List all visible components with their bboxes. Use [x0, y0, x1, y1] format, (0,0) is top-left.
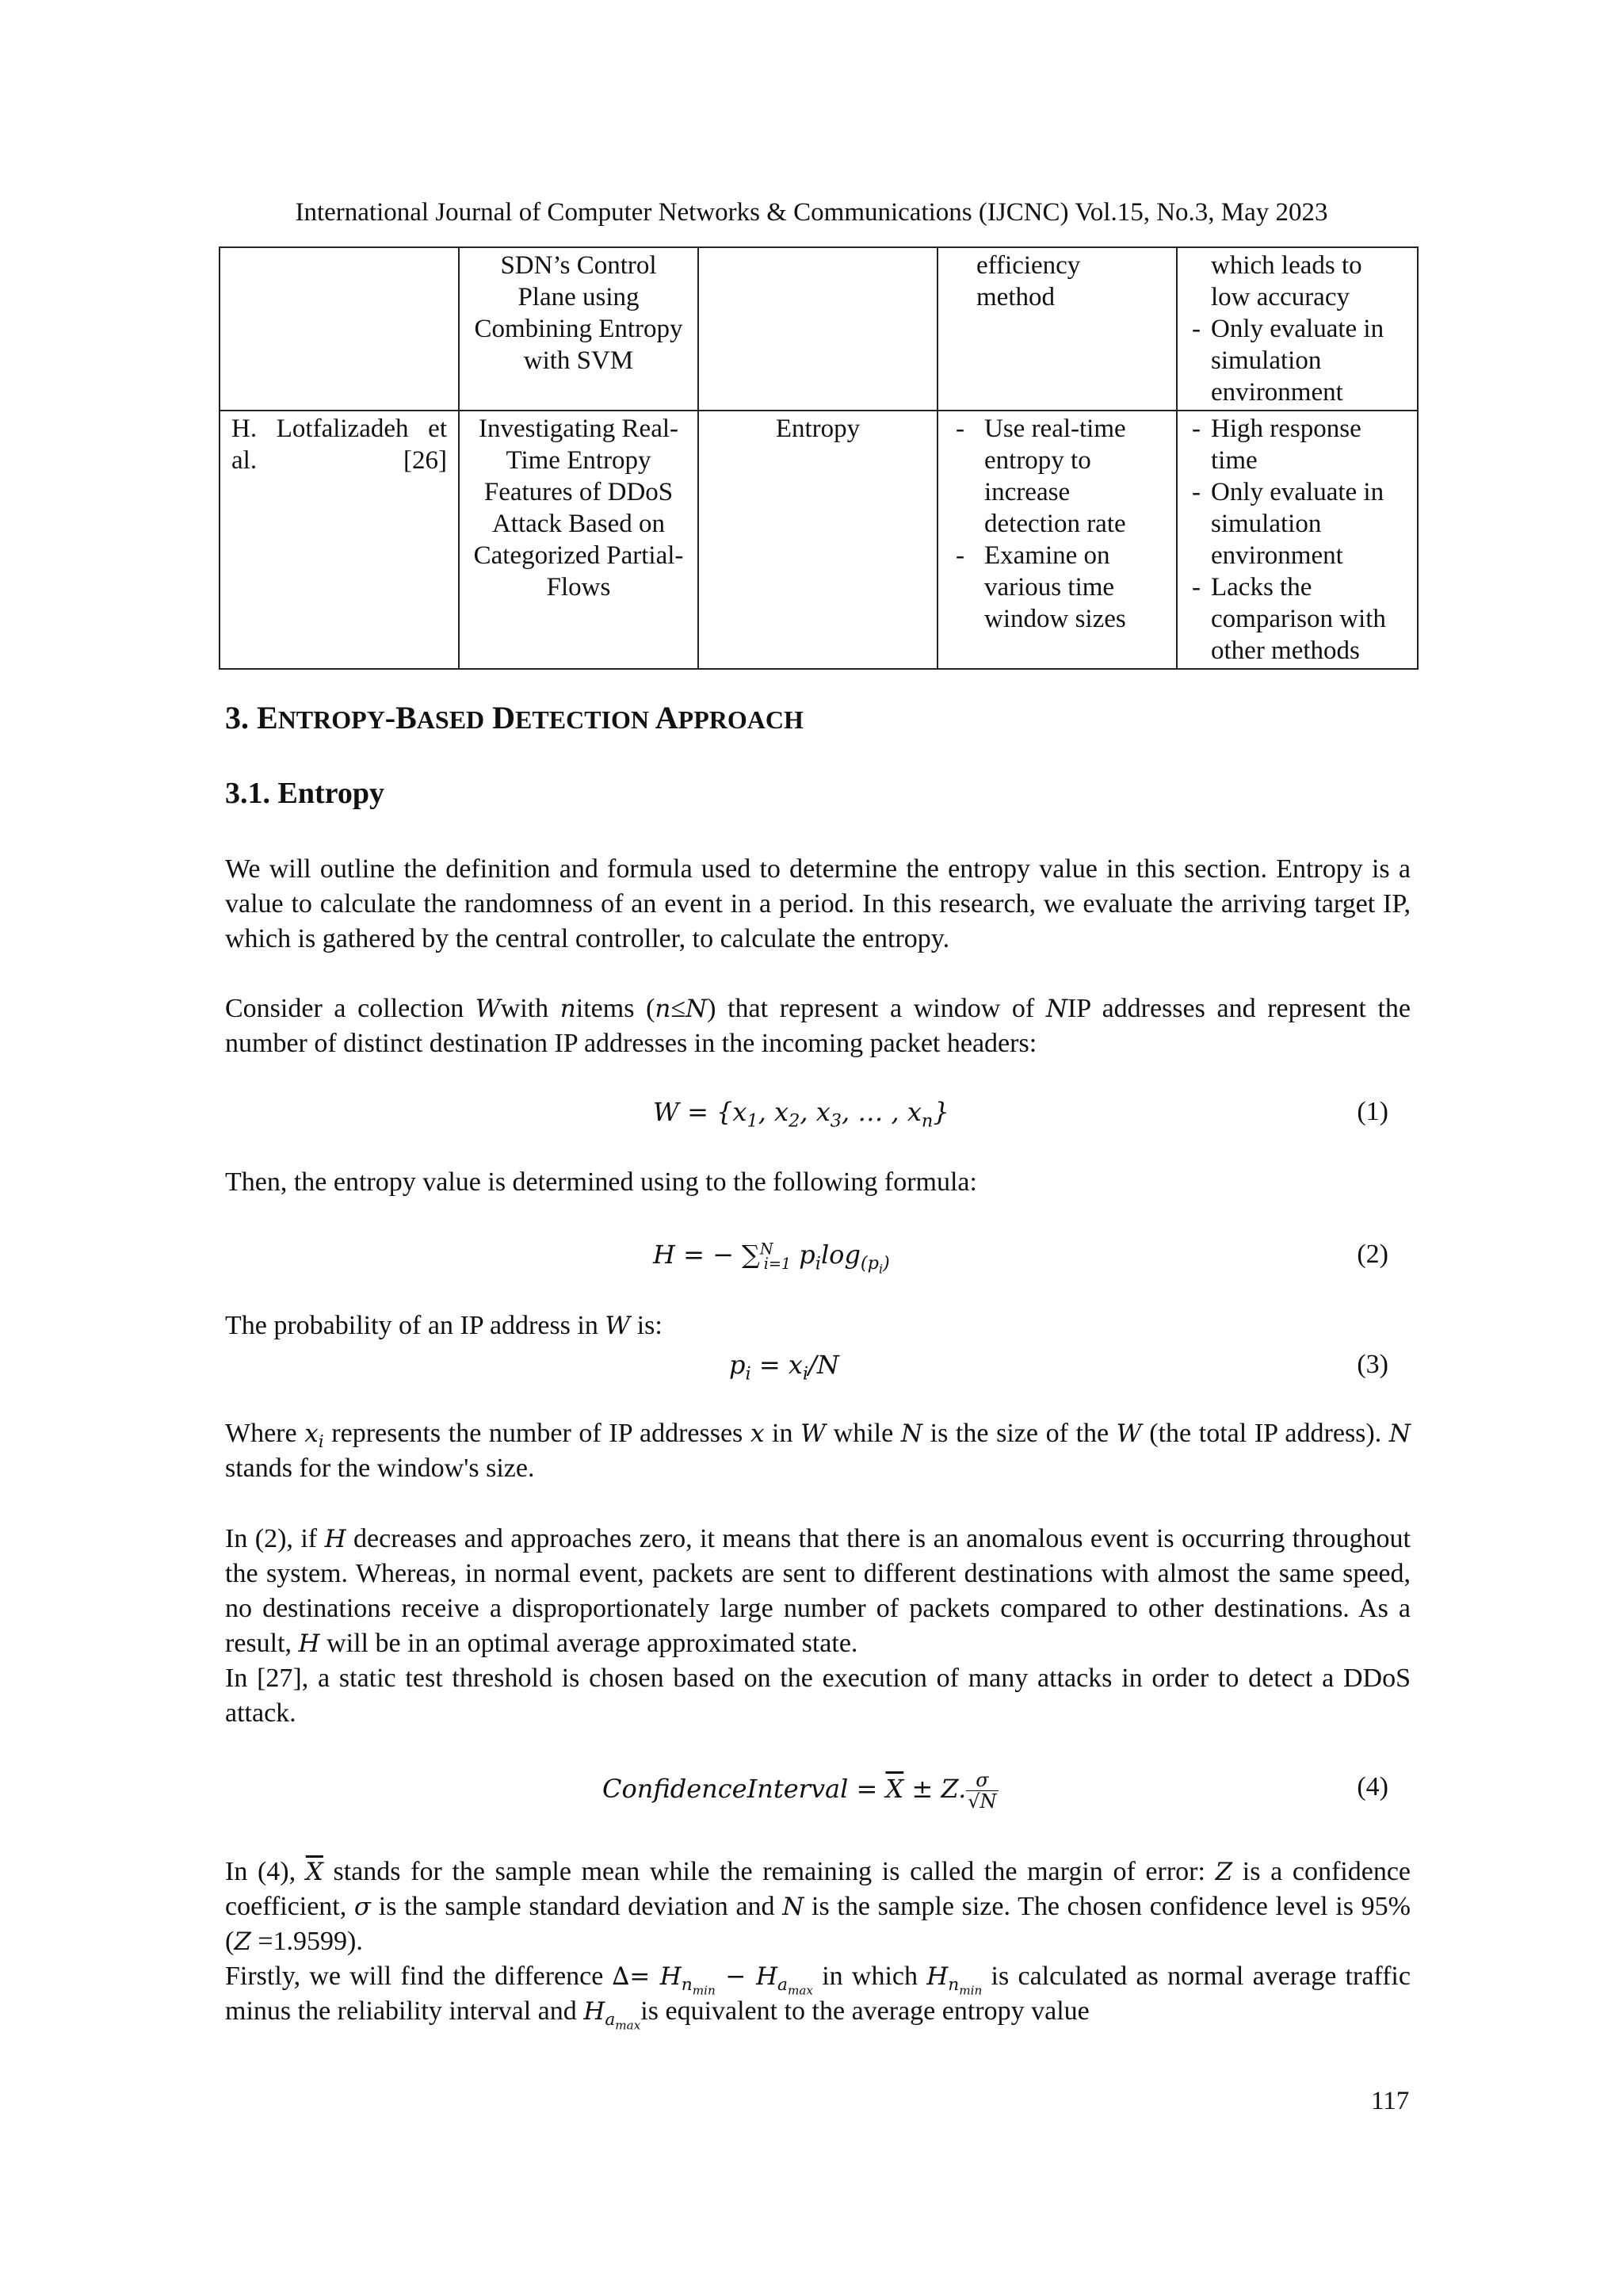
paragraph: Then, the entropy value is determined using to the following formula: [225, 1167, 977, 1197]
table-cell-method: Entropy [698, 411, 938, 669]
table-cell-advantages [938, 247, 1177, 411]
table-cell-limitations [1177, 247, 1418, 411]
equation-2: H = − ∑$^N_{i=1}$ $p_i\log_{(p_i)}$ (2) [653, 1240, 1388, 1277]
limitation-item: - Only evaluate in simulation environment [1189, 313, 1406, 408]
table-cell-author [220, 247, 459, 411]
paragraph: Consider a collection Wwith nitems (n≤N) that represent a window of NIP addresses and represent the number of distinct destination IP addresses in the incoming packet headers: [225, 994, 1411, 1058]
equation-1: $W = \{x_1$, $x_2$, $x_3$, … , $x_n$} (1) [653, 1097, 1388, 1132]
table-cell-title: Investigating Real-Time Entropy Features of DDoS Attack Based on Categorized Partial-Flows [459, 411, 698, 669]
advantage-item: - Examine on various time window sizes [949, 540, 1165, 635]
related-work-table [219, 246, 1419, 670]
limitation-item: - High response time [1189, 413, 1406, 476]
paragraph: In [27], a static test threshold is chosen based on the execution of many attacks in order to detect a DDoS attack. [225, 1664, 1411, 1728]
equation-4: ConfidenceInterval = $\overline{X} \pm Z$. $\frac{\sigma}{√N}$ (4) [602, 1769, 1388, 1813]
table-cell-method [698, 247, 938, 411]
limitation-item: - Lacks the comparison with other methods [1189, 571, 1406, 667]
table-row [220, 411, 1418, 669]
running-header: International Journal of Computer Networks & Communications (IJCNC) Vol.15, No.3, May 2023 [295, 198, 1328, 227]
page-number: 117 [1371, 2087, 1410, 2115]
paragraph: In (2), if H decreases and approaches zero, it means that there is an anomalous event is occurring throughout the system. Whereas, in normal event, packets are sent to different destinations with almost the same speed, no destinations receive a disproportionately large number of packets compared to other destinations. As a result, H will be in an optimal average approximated state. [225, 1524, 1411, 1658]
table-cell-advantages [938, 411, 1177, 669]
subsection-heading: 3.1. Entropy [225, 777, 384, 810]
paragraph: We will outline the definition and formula used to determine the entropy value in this section. Entropy is a value to calculate the randomness of an event in a period. In this research, we evaluate the arriving target IP, which is gathered by the central controller, to calculate the entropy. [225, 854, 1411, 953]
limitation-continued: which leads to low accuracy [1211, 251, 1362, 311]
table-row [220, 247, 1418, 411]
table-cell-limitations [1177, 411, 1418, 669]
table-cell-title: SDN’s Control Plane using Combining Entropy with SVM [459, 247, 698, 411]
section-heading: 3. ENTROPY-BASED DETECTION APPROACH [225, 700, 804, 735]
advantage-item: - Use real-time entropy to increase detection rate [949, 413, 1165, 540]
paragraph: Where $x_i$ represents the number of IP addresses x in W while N is the size of the W (the total IP address). N stands for the window's size. [225, 1419, 1411, 1483]
paragraph: The probability of an IP address in W is: [225, 1311, 663, 1340]
advantage-text: efficiency method [976, 251, 1081, 311]
table-cell-author: H. Lotfalizadeh et al. [26] [220, 411, 459, 669]
paragraph: In (4), $\overline{X}$ stands for the sample mean while the remaining is called the margin of error: Z is a confidence coefficient, σ is the sample standard deviation and N is the sample size. The chosen confidence level is 95% (Z =1.9599). [225, 1857, 1411, 1956]
equation-3: $p_i = x_i/N$ (3) [729, 1350, 1388, 1385]
paragraph: Firstly, we will find the difference ∆= $H_{n_{min}} - H_{a_{max}}$ in which $H_{n_{min}}$ is calculated as normal average traffic minus the reliability interval and $H_{a_{max}}is$ equivalent to the average entropy value [225, 1962, 1411, 2033]
limitation-item: - Only evaluate in simulation environment [1189, 476, 1406, 571]
